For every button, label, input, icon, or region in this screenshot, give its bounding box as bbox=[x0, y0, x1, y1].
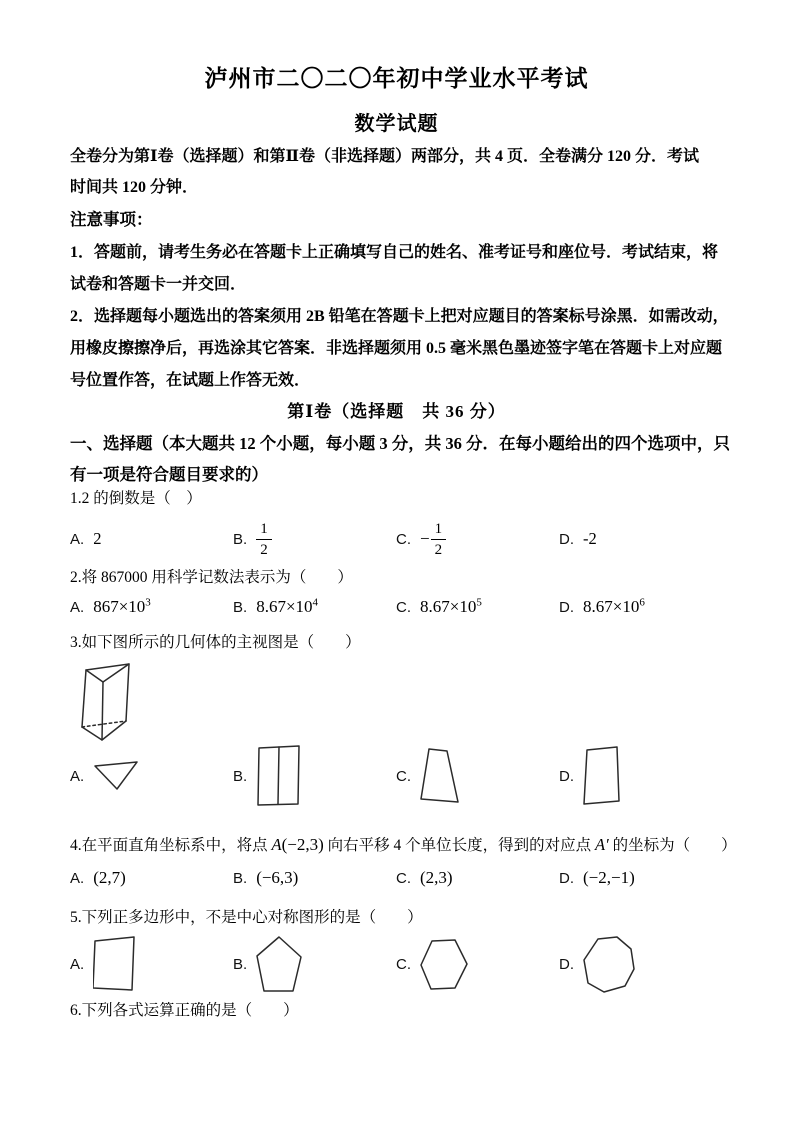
rectangle-shape bbox=[583, 746, 621, 806]
option-label: C. bbox=[396, 869, 411, 887]
exponent: 5 bbox=[476, 596, 482, 609]
q3-option-b bbox=[233, 742, 301, 810]
option-value: 2 bbox=[93, 529, 102, 548]
option-value: $8.67\times 10^4$ bbox=[256, 596, 319, 616]
page-title: 泸州市二〇二〇年初中学业水平考试 bbox=[204, 66, 589, 91]
note-line: 2．选择题每小题选出的答案须用 2B 铅笔在答题卡上把对应题目的答案标号涂黑．如需改动， bbox=[70, 308, 729, 325]
q1-option-b bbox=[233, 512, 272, 566]
q1-stem: 1.2 的倒数是（ ） bbox=[70, 490, 202, 507]
fraction-numerator: 1 bbox=[256, 520, 272, 540]
option-value: $867\times 10^3$ bbox=[93, 596, 151, 616]
q4-stem-text: 的坐标为（ ） bbox=[612, 837, 737, 854]
q6-stem: 6.下列各式运算正确的是（ ） bbox=[70, 1002, 299, 1019]
section1-heading: 第Ⅰ卷（选择题 共 36 分） bbox=[287, 402, 506, 421]
exponent: 3 bbox=[145, 596, 151, 609]
q4-options bbox=[70, 860, 750, 896]
split-rectangle-shape bbox=[256, 745, 301, 807]
q3-options bbox=[70, 742, 750, 810]
q3-option-d bbox=[559, 742, 621, 810]
q2-option-a bbox=[70, 592, 151, 622]
option-value: $8.67\times 10^5$ bbox=[420, 596, 482, 616]
option-value: (2,3) bbox=[420, 868, 453, 887]
option-label: B. bbox=[233, 530, 248, 548]
q5-option-a bbox=[70, 931, 135, 997]
octagon-shape bbox=[583, 935, 635, 994]
note-line: 号位置作答，在试题上作答无效． bbox=[70, 372, 311, 389]
option-label: D. bbox=[559, 530, 574, 548]
q2-stem: 2.将 867000 用科学记数法表示为（ ） bbox=[70, 569, 353, 586]
negative-fraction bbox=[420, 520, 446, 559]
exponent: 6 bbox=[639, 596, 645, 609]
note-2 bbox=[70, 301, 730, 397]
option-value: $8.67\times 10^6$ bbox=[583, 596, 645, 616]
triangle-down-shape bbox=[93, 760, 139, 792]
intro-line: 全卷分为第Ⅰ卷（选择题）和第Ⅱ卷（非选择题）两部分，共 4 页．全卷满分 120 分．考试 bbox=[70, 148, 699, 165]
option-value: (2,7) bbox=[93, 868, 126, 887]
fraction-denominator: 2 bbox=[260, 541, 268, 558]
option-label: A. bbox=[70, 767, 85, 785]
option-label: B. bbox=[233, 598, 248, 616]
note-line: 1．答题前，请考生务必在答题卡上正确填写自己的姓名、准考证号和座位号．考试结束，将 bbox=[70, 244, 719, 261]
note-1 bbox=[70, 237, 730, 301]
q4-option-a bbox=[70, 860, 126, 896]
q4-stem-text: 向右平移 4 个单位长度，得到的对应点 bbox=[327, 837, 592, 854]
page-subtitle: 数学试题 bbox=[354, 113, 439, 135]
option-label: A. bbox=[70, 598, 85, 616]
q4-option-b bbox=[233, 860, 298, 896]
option-label: C. bbox=[396, 767, 411, 785]
q5-stem: 5.下列正多边形中，不是中心对称图形的是（ ） bbox=[70, 909, 423, 926]
q4-stem-text: 4.在平面直角坐标系中，将点 bbox=[70, 837, 268, 854]
q4-option-d bbox=[559, 860, 635, 896]
option-label: C. bbox=[396, 955, 411, 973]
option-label: D. bbox=[559, 869, 574, 887]
fraction-numerator: 1 bbox=[431, 520, 447, 540]
option-label: A. bbox=[70, 530, 85, 548]
note-line: 试卷和答题卡一并交回． bbox=[70, 276, 247, 293]
fraction bbox=[431, 520, 447, 559]
q2-option-c bbox=[396, 592, 482, 622]
intro-line: 时间共 120 分钟． bbox=[70, 179, 199, 196]
option-label: D. bbox=[559, 767, 574, 785]
option-label: B. bbox=[233, 955, 248, 973]
section1-intro-line: 一、选择题（本大题共 12 个小题，每小题 3 分，共 36 分．在每小题给出的四个选项中，只 bbox=[70, 434, 730, 453]
q3-option-a bbox=[70, 742, 139, 810]
q1-options bbox=[70, 512, 750, 566]
fraction-denominator: 2 bbox=[434, 541, 443, 558]
section1-intro-line: 有一项是符合题目要求的） bbox=[70, 465, 268, 484]
point-a-coords: (−2,3) bbox=[281, 835, 324, 854]
q5-option-d bbox=[559, 931, 635, 997]
hexagon-shape bbox=[420, 939, 468, 990]
notes-heading: 注意事项： bbox=[70, 210, 153, 229]
option-label: B. bbox=[233, 767, 248, 785]
q2-option-d bbox=[559, 592, 645, 622]
option-label: A. bbox=[70, 869, 85, 887]
minus-sign: − bbox=[420, 529, 430, 548]
exponent: 4 bbox=[312, 596, 319, 609]
q5-options bbox=[70, 931, 750, 997]
option-label: C. bbox=[396, 598, 411, 616]
q1-option-c bbox=[396, 512, 446, 566]
fraction bbox=[256, 520, 272, 559]
q5-option-b bbox=[233, 931, 302, 997]
option-label: B. bbox=[233, 869, 248, 887]
q2-options bbox=[70, 592, 750, 622]
q4-stem bbox=[70, 834, 750, 857]
option-value: -2 bbox=[583, 529, 597, 548]
q5-option-c bbox=[396, 931, 468, 997]
q1-option-a bbox=[70, 512, 101, 566]
point-a-prime-variable: A′ bbox=[595, 835, 609, 854]
q4-option-c bbox=[396, 860, 453, 896]
triangular-prism-figure bbox=[74, 657, 136, 745]
q1-option-d bbox=[559, 512, 597, 566]
option-label: D. bbox=[559, 598, 574, 616]
square-shape bbox=[93, 936, 135, 992]
section1-intro bbox=[70, 428, 730, 490]
q2-option-b bbox=[233, 592, 318, 622]
option-value: (−2,−1) bbox=[583, 868, 635, 887]
trapezoid-shape bbox=[420, 747, 460, 805]
option-label: C. bbox=[396, 530, 411, 548]
q3-option-c bbox=[396, 742, 460, 810]
point-a-variable: A bbox=[271, 835, 282, 854]
option-label: A. bbox=[70, 955, 85, 973]
note-line: 用橡皮擦擦净后，再选涂其它答案．非选择题须用 0.5 毫米黑色墨迹签字笔在答题卡上对应题 bbox=[70, 340, 723, 357]
q3-stem: 3.如下图所示的几何体的主视图是（ ） bbox=[70, 634, 361, 651]
exam-intro bbox=[70, 141, 730, 203]
pentagon-shape bbox=[256, 936, 302, 992]
option-value: (−6,3) bbox=[256, 868, 299, 887]
option-label: D. bbox=[559, 955, 574, 973]
